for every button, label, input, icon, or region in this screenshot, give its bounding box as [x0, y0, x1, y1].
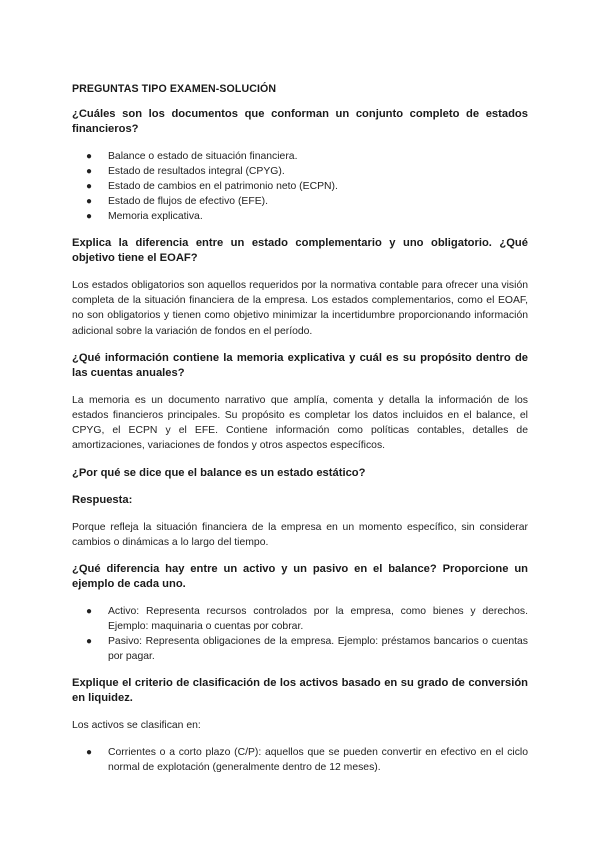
- bullet-icon: ●: [86, 181, 93, 192]
- list-item: ● Pasivo: Representa obligaciones de la empresa. Ejemplo: préstamos bancarios o cuentas por pagar.: [86, 636, 528, 663]
- q6-list: [72, 745, 528, 775]
- list-item: ● Corrientes o a corto plazo (C/P): aquellos que se pueden convertir en efectivo en el ciclo normal de explotación (generalmente dentro de 12 meses).: [86, 747, 528, 774]
- list-item: ● Estado de resultados integral (CPYG).: [86, 166, 285, 177]
- bullet-icon: ●: [86, 151, 93, 162]
- bullet-icon: ●: [86, 747, 93, 759]
- question-2: Explica la diferencia entre un estado complementario y uno obligatorio. ¿Qué objetivo tiene el EOAF?: [72, 237, 528, 264]
- answer-3: La memoria es un documento narrativo que amplía, comenta y detalla la información de los estados financieros principales. Su propósito es completar los datos incluidos en el balance, el CPYG, el ECPN y el EFE. Contiene información como políticas contables, detalles de amortizaciones, variaciones de fondos y otros aspectos específicos.: [72, 394, 528, 452]
- answer-6-intro: Los activos se clasifican en:: [72, 720, 201, 732]
- question-5: ¿Qué diferencia hay entre un activo y un pasivo en el balance? Proporcione un ejemplo de cada uno.: [72, 563, 528, 591]
- bullet-icon: ●: [86, 606, 93, 618]
- list-item: ● Estado de cambios en el patrimonio neto (ECPN).: [86, 181, 338, 192]
- list-item: ● Estado de flujos de efectivo (EFE).: [86, 196, 268, 207]
- q1-list: [72, 149, 528, 224]
- answer-2: Los estados obligatorios son aquellos requeridos por la normativa contable para ofrecer una visión completa de la situación financiera de la empresa. Los estados complementarios, como el EOAF, no son obligatorios y tienen como objetivo minimizar la incertidumbre proporcionando información adicional sobre la variación de fondos en el período.: [72, 280, 528, 337]
- q5-list: [72, 604, 528, 664]
- bullet-icon: ●: [86, 166, 93, 177]
- answer-4-label: Respuesta:: [72, 493, 133, 506]
- bullet-icon: ●: [86, 211, 93, 222]
- bullet-icon: ●: [86, 636, 93, 648]
- document-title: PREGUNTAS TIPO EXAMEN-SOLUCIÓN: [72, 83, 277, 95]
- question-1: ¿Cuáles son los documentos que conforman un conjunto completo de estados financieros?: [72, 108, 528, 135]
- bullet-icon: ●: [86, 196, 93, 207]
- document-content: [72, 83, 528, 787]
- answer-4: Porque refleja la situación financiera de la empresa en un momento específico, sin considerar cambios o dinámicas a lo largo del tiempo.: [72, 521, 528, 548]
- question-3: ¿Qué información contiene la memoria explicativa y cuál es su propósito dentro de las cuentas anuales?: [72, 351, 528, 379]
- question-6: Explique el criterio de clasificación de los activos basado en su grado de conversión en liquidez.: [72, 677, 528, 705]
- list-item: ● Balance o estado de situación financiera.: [86, 151, 298, 162]
- list-item: ● Memoria explicativa.: [86, 211, 203, 222]
- list-item: ● Activo: Representa recursos controlados por la empresa, como bienes y derechos. Ejemplo: maquinaria o cuentas por cobrar.: [86, 606, 528, 633]
- question-4: ¿Por qué se dice que el balance es un estado estático?: [72, 466, 366, 479]
